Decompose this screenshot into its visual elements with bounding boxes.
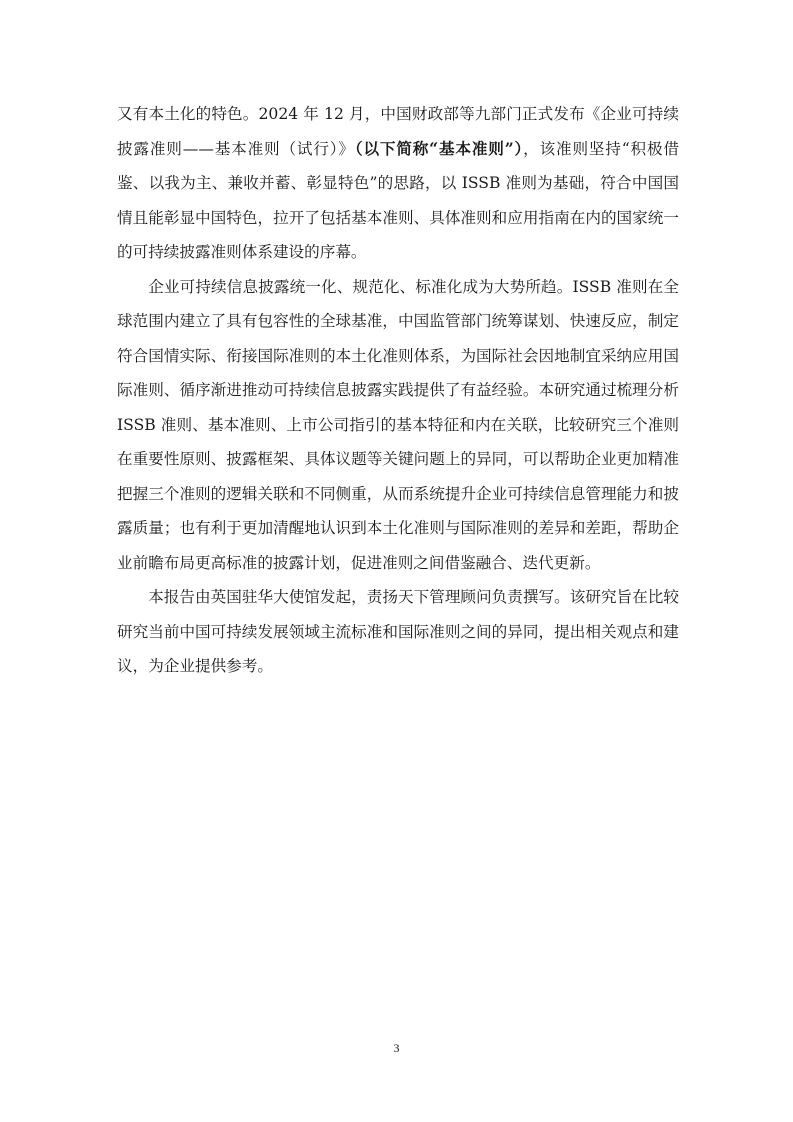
paragraph-standards-comparison: [117, 270, 679, 581]
page-number: 3: [393, 1041, 400, 1055]
paragraph-bold-text: （以下简称“基本准则”）: [354, 138, 524, 158]
paragraph-text: 又有本土化的特色。2024 年 12 月，中国财政部等九部门正式发布《企业可持续披露准则——基本准则（试行）》: [117, 105, 679, 158]
document-page: [117, 97, 679, 684]
paragraph-continuation: [117, 97, 679, 270]
paragraph-text: 本报告由英国驻华大使馆发起，责扬天下管理顾问负责撰写。该研究旨在比较研究当前中国可持续发展领域主流标准和国际准则之间的异同，提出相关观点和建议，为企业提供参考。: [117, 588, 679, 675]
paragraph-text: 企业可持续信息披露统一化、规范化、标准化成为大势所趋。ISSB 准则在全球范围内建立了具有包容性的全球基准，中国监管部门统筹谋划、快速反应，制定符合国情实际、衔接国际准则的本土化准则体系，为国际社会因地制宜采纳应用国际准则、循序渐进推动可持续信息披露实践提供了有益经验。本研究通过梳理分析 ISSB 准则、基本准则、上市公司指引的基本特征和内在关联，比较研究三个准则在重要性原则、披露框架、具体议题等关键问题上的异同，可以帮助企业更加精准把握三个准则的逻辑关联和不同侧重，从而系统提升企业可持续信息管理能力和披露质量；也有利于更加清醒地认识到本土化准则与国际准则的差异和差距，帮助企业前瞻布局更高标准的披露计划，促进准则之间借鉴融合、迭代更新。: [117, 277, 679, 572]
paragraph-text: ，该准则坚持“积极借鉴、以我为主、兼收并蓄、彰显特色”的思路，以 ISSB 准则为基础，符合中国国情且能彰显中国特色，拉开了包括基本准则、具体准则和应用指南在内的国家统一的可持续披露准则体系建设的序幕。: [117, 139, 680, 261]
paragraph-report-origin: [117, 580, 679, 684]
